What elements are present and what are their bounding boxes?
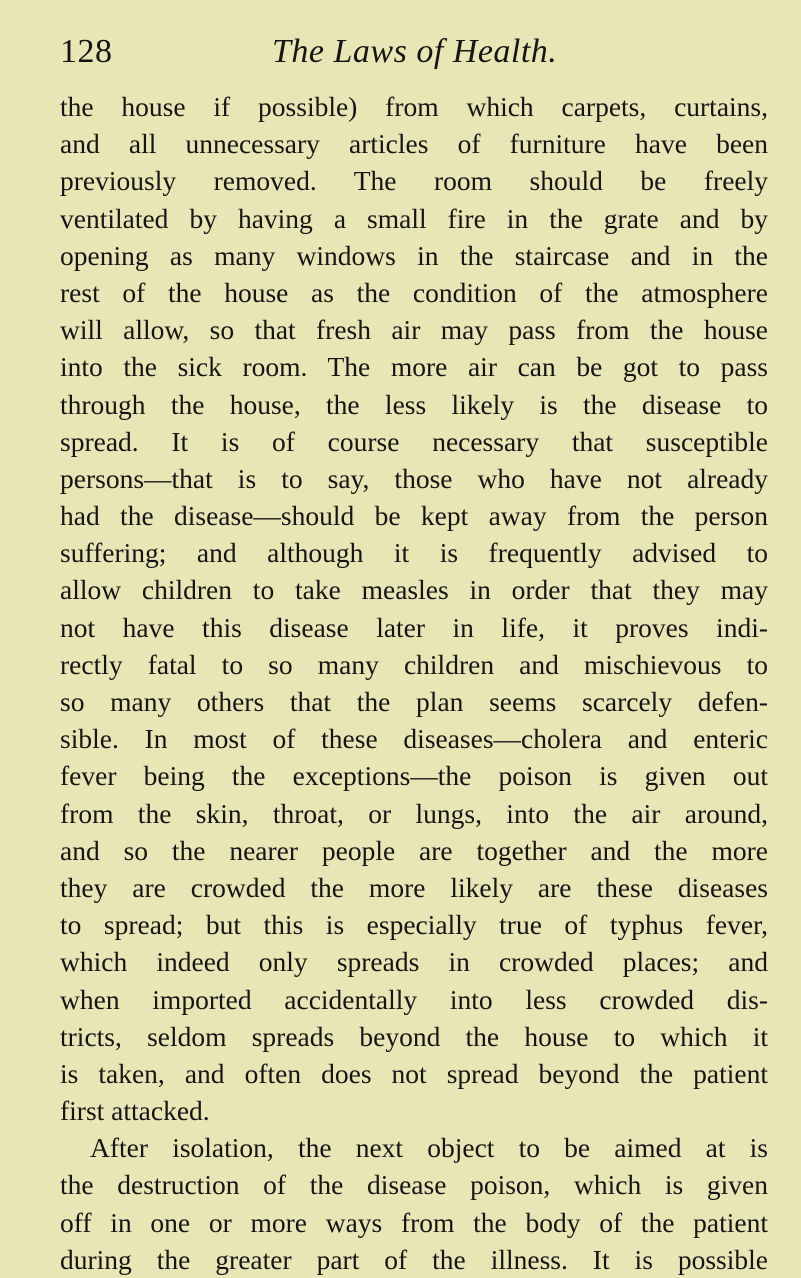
paragraph-2 xyxy=(60,1129,768,1278)
text-line: had the disease—should be kept away from the person xyxy=(60,500,768,532)
text-line: rectly fatal to so many children and mischievous to xyxy=(60,648,768,680)
text-line: After isolation, the next object to be aimed at is xyxy=(90,1132,768,1164)
running-title: The Laws of Health. xyxy=(272,33,558,70)
text-line: rest of the house as the condition of the atmosphere xyxy=(60,276,768,308)
text-line: when imported accidentally into less crowded dis- xyxy=(60,983,768,1015)
text-line: through the house, the less likely is the disease to xyxy=(60,388,768,420)
page-header xyxy=(0,30,801,74)
text-line: to spread; but this is especially true of typhus fever, xyxy=(60,909,768,941)
text-line: and so the nearer people are together and the more xyxy=(60,834,768,866)
text-line: during the greater part of the illness. It is possible xyxy=(60,1243,768,1275)
text-line: fever being the exceptions—the poison is given out xyxy=(60,760,768,792)
text-line: not have this disease later in life, it proves indi- xyxy=(60,611,768,643)
text-line: persons—that is to say, those who have not already xyxy=(60,462,768,494)
text-line: they are crowded the more likely are these diseases xyxy=(60,871,768,903)
text-line: suffering; and although it is frequently advised to xyxy=(60,537,768,569)
text-line: the house if possible) from which carpets, curtains, xyxy=(60,91,768,122)
text-line: sible. In most of these diseases—cholera and enteric xyxy=(60,723,768,755)
text-line: and all unnecessary articles of furniture have been xyxy=(60,128,768,160)
text-line: will allow, so that fresh air may pass from the house xyxy=(60,314,768,346)
text-line: tricts, seldom spreads beyond the house to which it xyxy=(60,1020,768,1052)
text-line: spread. It is of course necessary that susceptible xyxy=(60,425,768,457)
text-line: opening as many windows in the staircase and in the xyxy=(60,239,768,271)
text-line: previously removed. The room should be freely xyxy=(60,165,768,197)
text-line: off in one or more ways from the body of the patient xyxy=(60,1206,768,1238)
page-number: 128 xyxy=(60,33,113,70)
text-line: is taken, and often does not spread beyond the patient xyxy=(60,1057,768,1089)
text-line: ventilated by having a small fire in the grate and by xyxy=(60,202,768,234)
body-text xyxy=(60,88,768,1278)
text-line: allow children to take measles in order that they may xyxy=(60,574,768,606)
paragraph-1 xyxy=(60,88,768,1129)
text-line: which indeed only spreads in crowded places; and xyxy=(60,946,768,978)
text-line: so many others that the plan seems scarcely defen- xyxy=(60,686,768,717)
text-line: the destruction of the disease poison, which is given xyxy=(60,1169,768,1201)
text-line: into the sick room. The more air can be got to pass xyxy=(60,351,768,383)
text-line: first attacked. xyxy=(60,1095,210,1127)
text-line: from the skin, throat, or lungs, into the air around, xyxy=(60,797,768,829)
